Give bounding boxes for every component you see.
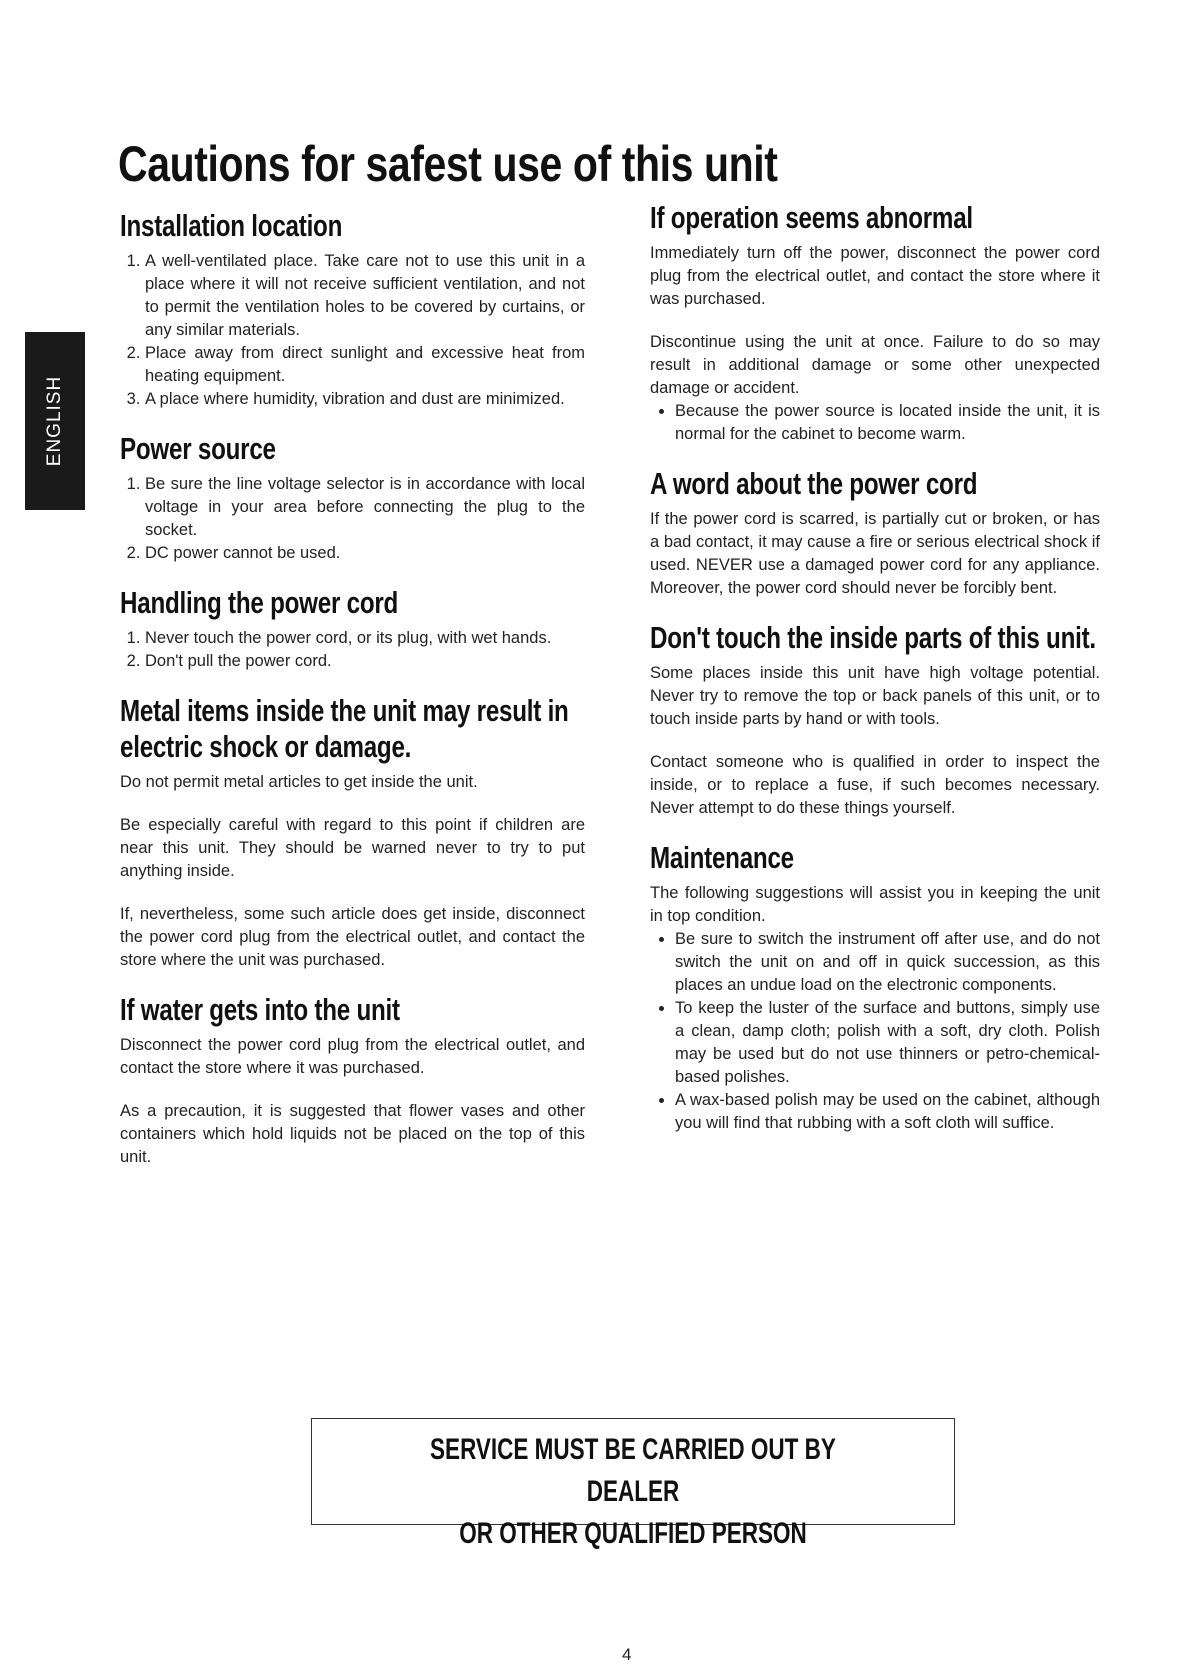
paragraph: Do not permit metal articles to get inside the unit. [120, 773, 478, 791]
section-heading: Maintenance [650, 840, 794, 875]
list-item: 2. Place away from direct sunlight and excessive heat from heating equipment. [145, 342, 585, 388]
bullet-list [650, 928, 1100, 1135]
paragraph: As a precaution, it is suggested that flower vases and other containers which hold liquids not be placed on the top of this unit. [120, 1102, 585, 1166]
list-item: 2. DC power cannot be used. [145, 542, 585, 565]
list [120, 627, 585, 673]
page-number: 4 [622, 1645, 632, 1664]
section-heading: Handling the power cord [120, 585, 399, 620]
paragraph: Some places inside this unit have high voltage potential. Never try to remove the top or back panels of this unit, or to touch inside parts by hand or with tools. [650, 664, 1100, 728]
section-metal-items [120, 693, 585, 972]
list-item: • A wax-based polish may be used on the cabinet, although you will find that rubbing with a soft cloth will suffice. [675, 1089, 1100, 1135]
list-item: 1. A well-ventilated place. Take care not to use this unit in a place where it will not receive sufficient ventilation, and not to permit the ventilation holes to be covered by curtains, or any similar materials. [145, 250, 585, 342]
section-power-source [120, 431, 585, 565]
section-installation [120, 208, 585, 411]
paragraph: Be especially careful with regard to this point if children are near this unit. They should be warned never to try to put anything inside. [120, 816, 585, 880]
paragraph: Discontinue using the unit at once. Failure to do so may result in additional damage or some other unexpected damage or accident. [650, 333, 1100, 397]
section-heading: Power source [120, 431, 276, 466]
language-tab [25, 332, 85, 510]
list-item: • Because the power source is located inside the unit, it is normal for the cabinet to become warm. [675, 400, 1100, 446]
section-heading: A word about the power cord [650, 466, 978, 501]
list [120, 473, 585, 565]
list-item: • To keep the luster of the surface and buttons, simply use a clean, damp cloth; polish with a soft, dry cloth. Polish may be used but do not use thinners or petro-chemical-based polishes. [675, 997, 1100, 1089]
paragraph: If the power cord is scarred, is partially cut or broken, or has a bad contact, it may cause a fire or serious electrical shock if used. NEVER use a damaged power cord for any appliance. Moreover, the power cord should never be forcibly bent. [650, 510, 1100, 597]
list [120, 250, 585, 411]
paragraph: If, nevertheless, some such article does get inside, disconnect the power cord plug from the electrical outlet, and contact the store where the unit was purchased. [120, 905, 585, 969]
bullet-list [650, 400, 1100, 446]
paragraph: The following suggestions will assist you in keeping the unit in top condition. [650, 884, 1100, 925]
notice-line: SERVICE MUST BE CARRIED OUT BY DEALER [430, 1433, 836, 1508]
list-item: 3. A place where humidity, vibration and dust are minimized. [145, 388, 585, 411]
section-inside-parts [650, 620, 1100, 820]
section-heading: Metal items inside the unit may result in electric shock or damage. [120, 693, 569, 764]
section-water [120, 992, 585, 1169]
section-heading: If operation seems abnormal [650, 200, 973, 235]
section-maintenance [650, 840, 1100, 1135]
section-heading: If water gets into the unit [120, 992, 400, 1027]
section-heading: Installation location [120, 208, 343, 243]
paragraph: Immediately turn off the power, disconnect the power cord plug from the electrical outlet, and contact the store where it was purchased. [650, 244, 1100, 308]
left-column [120, 208, 585, 1189]
list-item: 1. Never touch the power cord, or its plug, with wet hands. [145, 627, 585, 650]
paragraph: Disconnect the power cord plug from the electrical outlet, and contact the store where it was purchased. [120, 1036, 585, 1077]
list-item: • Be sure to switch the instrument off after use, and do not switch the unit on and off in quick succession, as this places an undue load on the electronic components. [675, 928, 1100, 997]
section-handling-cord [120, 585, 585, 673]
page-title: Cautions for safest use of this unit [118, 136, 778, 192]
list-item: 1. Be sure the line voltage selector is in accordance with local voltage in your area before connecting the plug to the socket. [145, 473, 585, 542]
section-heading: Don't touch the inside parts of this unit. [650, 620, 1096, 655]
section-abnormal [650, 200, 1100, 446]
right-column [650, 200, 1100, 1155]
list-item: 2. Don't pull the power cord. [145, 650, 585, 673]
service-notice [311, 1418, 955, 1550]
notice-line: OR OTHER QUALIFIED PERSON [459, 1517, 807, 1550]
language-label: ENGLISH [44, 375, 65, 467]
paragraph: Contact someone who is qualified in order to inspect the inside, or to replace a fuse, if such becomes necessary. Never attempt to do these things yourself. [650, 753, 1100, 817]
section-power-cord [650, 466, 1100, 600]
